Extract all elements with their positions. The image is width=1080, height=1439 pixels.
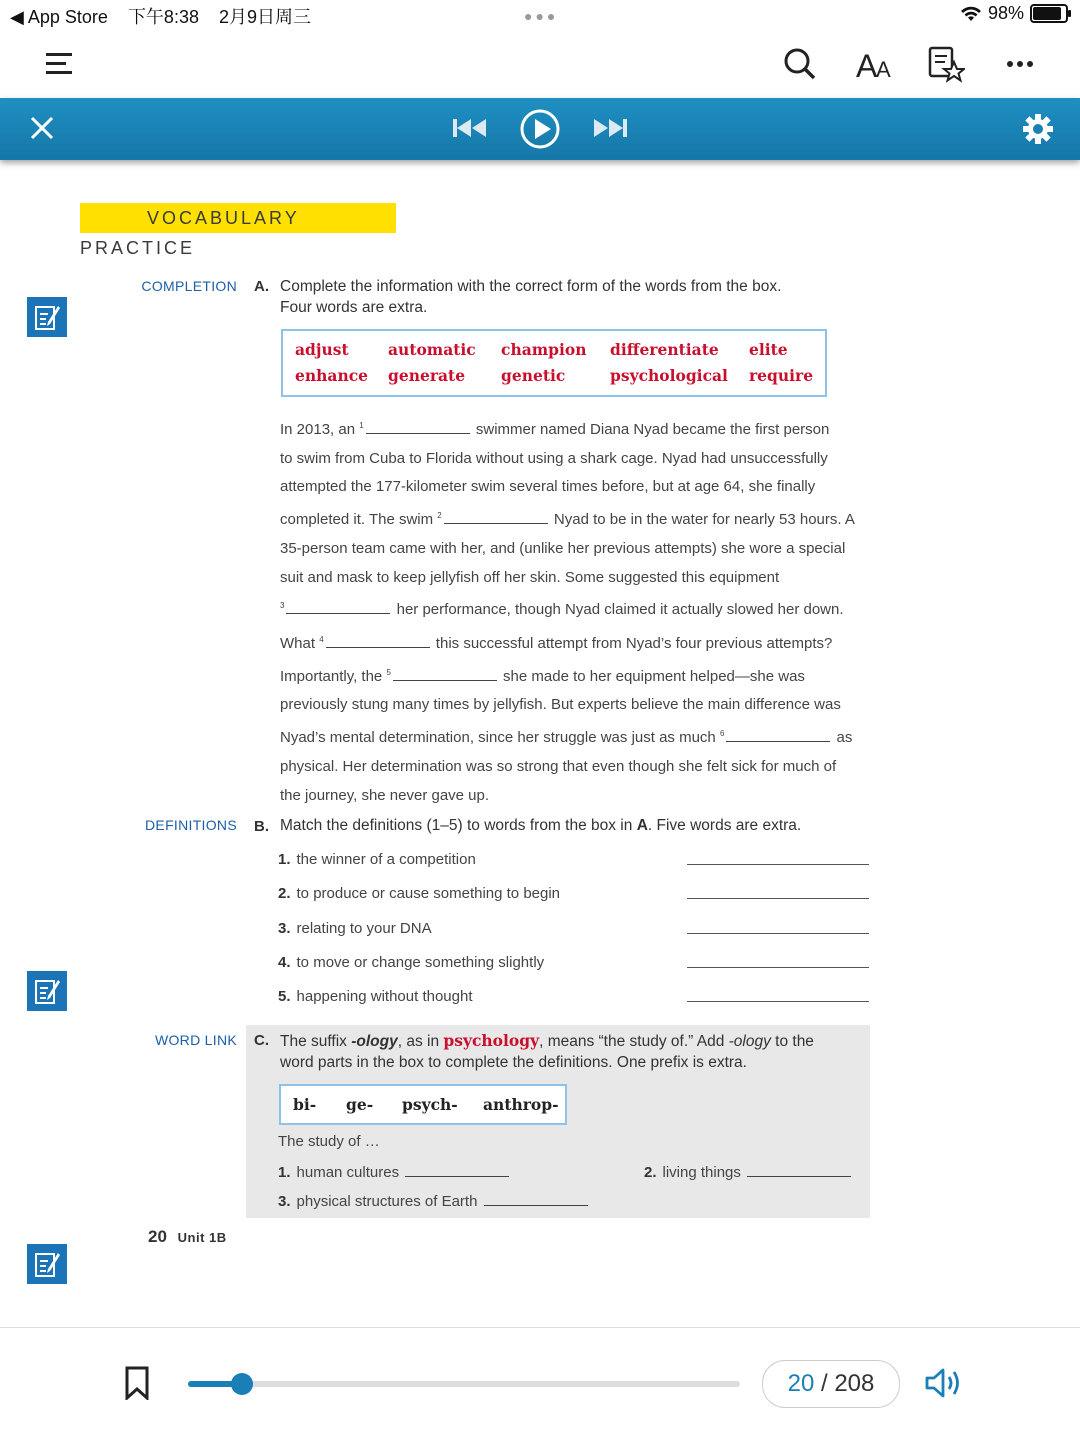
battery-icon: [1030, 4, 1068, 23]
word-link-item: 2. living things: [644, 1162, 853, 1181]
total-pages: 208: [834, 1370, 875, 1397]
blank-number: 2: [437, 511, 442, 521]
text: swimmer named Diana Nyad became the first person: [471, 421, 830, 438]
text: to swim from Cuba to Florida without using a shark cage. Nyad had unsuccessfully: [280, 449, 828, 467]
definition-item: 1. the winner of a competition: [278, 851, 476, 868]
text: word parts in the box to complete the definitions. One prefix is extra.: [280, 1054, 747, 1071]
svg-text:A: A: [876, 57, 891, 81]
notes-star-icon[interactable]: [922, 40, 970, 88]
answer-blank[interactable]: [444, 509, 548, 524]
blank-number: 5: [386, 667, 391, 677]
text: attempted the 177-kilometer swim several times before, but at age 64, she finally: [280, 478, 816, 496]
passage-paragraph-2: [280, 626, 870, 810]
blank-number: 6: [719, 729, 725, 739]
word: adjust: [295, 340, 349, 359]
completion-label: COMPLETION: [141, 278, 237, 294]
answer-blank[interactable]: [405, 1162, 509, 1177]
speaker-volume-icon[interactable]: [924, 1366, 964, 1405]
text: physical. Her determination was so strong that even though she felt sick for much of: [280, 757, 837, 775]
instruction-line: Complete the information with the correct form of the words from the box.: [280, 278, 782, 295]
answer-blank[interactable]: [747, 1162, 851, 1177]
menu-icon[interactable]: [35, 40, 83, 88]
audio-player-bar: [0, 98, 1080, 160]
wifi-icon: [960, 6, 982, 22]
definition-item: 3. relating to your DNA: [278, 920, 432, 937]
question-letter: B.: [254, 818, 269, 835]
page-separator: /: [820, 1370, 828, 1397]
word: psychological: [610, 366, 728, 385]
back-arrow-icon[interactable]: ◀: [10, 7, 24, 27]
status-bar: [0, 0, 1080, 30]
instruction-c: The suffix -ology, as in psychology, means “the study of.” Add -ology to the word parts in the box to complete the definitions. One prefix is extra.: [280, 1030, 860, 1073]
status-date: 2月9日周三: [219, 7, 312, 27]
page-slider[interactable]: [188, 1381, 740, 1387]
word-link-label: WORD LINK: [154, 1032, 237, 1048]
word-box: [281, 329, 827, 397]
top-toolbar: [0, 30, 1080, 98]
note-edit-icon[interactable]: [27, 297, 67, 337]
lead-text: The study of …: [278, 1133, 380, 1150]
text: In 2013, an: [280, 421, 360, 438]
note-edit-icon[interactable]: [27, 1244, 67, 1284]
prefix: bi-: [293, 1095, 317, 1114]
question-letter: C.: [254, 1032, 269, 1049]
page-footer: [148, 1227, 227, 1247]
definition-item: 2. to produce or cause something to begin: [278, 885, 561, 902]
prefix: psych-: [402, 1095, 458, 1114]
word: generate: [388, 366, 466, 385]
back-app-label[interactable]: App Store: [27, 7, 108, 27]
text: she made to her equipment helped—she was: [498, 667, 805, 685]
answer-line[interactable]: [687, 898, 869, 899]
svg-text:A: A: [856, 48, 878, 81]
text: this successful attempt from Nyad’s four previous attempts?: [431, 635, 833, 652]
answer-line[interactable]: [687, 933, 869, 934]
footer-unit: Unit 1B: [177, 1230, 227, 1245]
answer-line[interactable]: [687, 967, 869, 968]
answer-blank[interactable]: [286, 599, 390, 614]
current-page: 20: [787, 1370, 815, 1397]
text: A: [636, 817, 648, 834]
word: enhance: [295, 366, 369, 385]
close-icon[interactable]: [26, 112, 58, 144]
more-options-icon[interactable]: [996, 40, 1044, 88]
blank-number: 1: [359, 421, 364, 430]
multitask-dots-icon[interactable]: ●●●: [524, 8, 559, 24]
instruction-b: [280, 815, 801, 836]
text: the journey, she never gave up.: [280, 786, 490, 804]
word-link-item: 1. human cultures: [278, 1162, 511, 1181]
passage-paragraph-1: [280, 412, 870, 625]
status-time: 下午8:38: [127, 7, 199, 27]
text: . Five words are extra.: [647, 817, 802, 834]
text: suit and mask to keep jellyfish off her skin. Some suggested this equipment: [280, 568, 780, 586]
blank-number: 4: [319, 635, 324, 644]
text: Nyad’s mental determination, since her struggle was just as much: [280, 729, 720, 747]
word: genetic: [501, 366, 566, 385]
slider-knob[interactable]: [231, 1373, 253, 1395]
answer-blank[interactable]: [366, 419, 470, 434]
definition-item: 4. to move or change something slightly: [278, 954, 545, 971]
settings-gear-icon[interactable]: [1022, 113, 1054, 150]
play-button[interactable]: [519, 108, 561, 155]
prefix: anthrop-: [483, 1095, 559, 1114]
skip-forward-icon[interactable]: [592, 116, 628, 145]
word: elite: [749, 340, 788, 359]
word-link-item: 3. physical structures of Earth: [278, 1191, 590, 1210]
text: Nyad to be in the water for nearly 53 hours. A: [549, 511, 855, 529]
search-icon[interactable]: [776, 40, 824, 88]
answer-line[interactable]: [687, 864, 869, 865]
answer-blank[interactable]: [326, 633, 430, 648]
skip-back-icon[interactable]: [452, 116, 488, 145]
battery-percent: 98%: [987, 3, 1024, 23]
text: her performance, though Nyad claimed it actually slowed her down.: [392, 601, 844, 619]
answer-blank[interactable]: [393, 666, 497, 681]
text: previously stung many times by jellyfish. But experts believe the main difference was: [280, 696, 841, 714]
text: Importantly, the: [280, 667, 387, 685]
answer-blank[interactable]: [726, 727, 830, 742]
text: 35-person team came with her, and (unlike her previous attempts) she wore a special: [280, 539, 846, 557]
footer-page-number: 20: [148, 1227, 167, 1246]
definition-item: 5. happening without thought: [278, 988, 473, 1005]
note-edit-icon[interactable]: [27, 971, 67, 1011]
text: completed it. The swim: [280, 511, 438, 529]
word: require: [749, 366, 814, 385]
prefix: ge-: [346, 1095, 374, 1114]
status-left: [10, 3, 311, 29]
definitions-label: DEFINITIONS: [145, 817, 237, 833]
answer-blank[interactable]: [484, 1191, 588, 1206]
font-size-icon[interactable]: [850, 40, 898, 88]
word: differentiate: [610, 340, 719, 359]
section-title-banner: VOCABULARY PRACTICE: [80, 203, 396, 233]
status-right: [960, 3, 1068, 24]
text: What: [280, 635, 320, 652]
example-word: psychology: [443, 1031, 540, 1050]
question-letter: A.: [254, 278, 269, 295]
answer-line[interactable]: [687, 1001, 869, 1002]
bottom-divider: [0, 1327, 1080, 1328]
word: automatic: [388, 340, 476, 359]
instruction-line: Four words are extra.: [280, 299, 428, 316]
bookmark-icon[interactable]: [124, 1366, 150, 1405]
page-indicator[interactable]: [762, 1360, 900, 1408]
text: as: [832, 729, 853, 747]
prefix-box: [279, 1084, 567, 1125]
word: champion: [501, 340, 587, 359]
blank-number: 3: [280, 601, 285, 611]
text: Match the definitions (1–5) to words from the box in: [280, 817, 637, 834]
instruction-a: [280, 276, 781, 318]
